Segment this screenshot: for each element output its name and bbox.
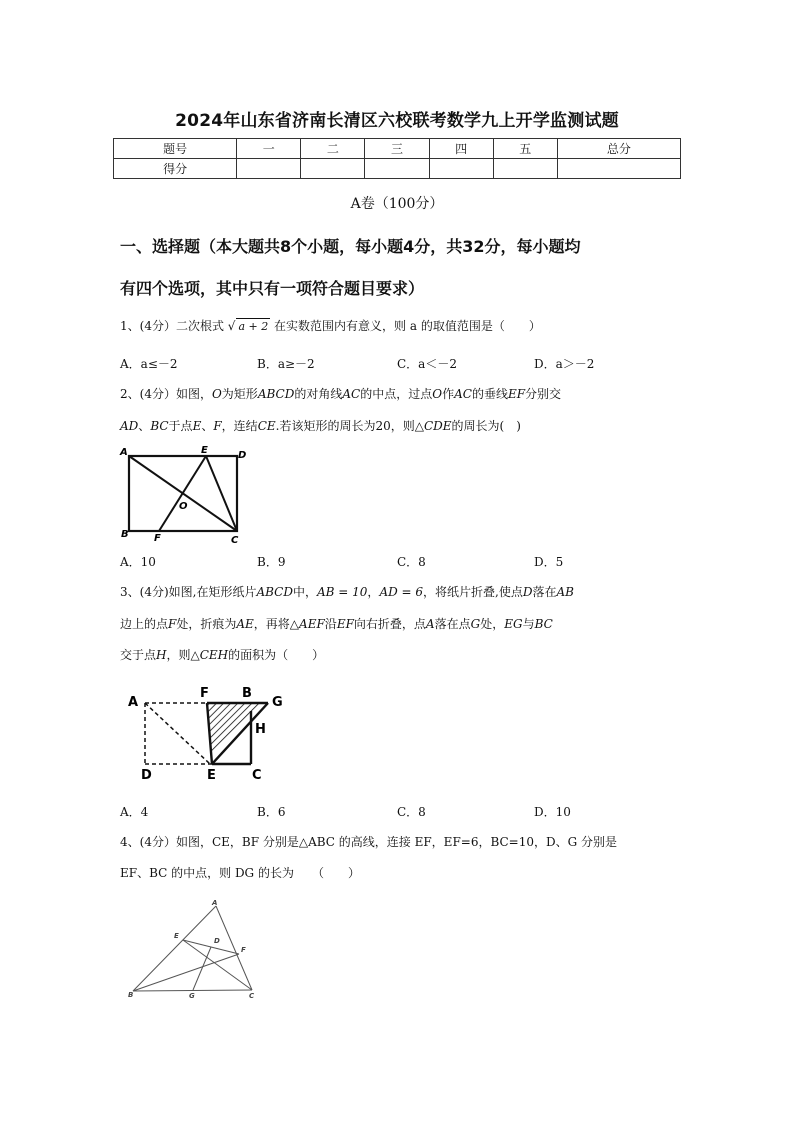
- question-3-line1: [120, 584, 680, 600]
- text: 落在点: [434, 617, 471, 631]
- label-a: A: [128, 695, 139, 710]
- math: ABCD: [256, 585, 293, 599]
- text: 向右折叠，点: [353, 617, 426, 631]
- math: AD = 6: [379, 585, 424, 599]
- label-e: E: [201, 445, 208, 456]
- math: AC: [454, 387, 472, 401]
- text: 的对角线: [294, 387, 343, 401]
- option-d[interactable]: D．10: [534, 805, 571, 819]
- math: EF: [507, 387, 526, 401]
- score-input-cell[interactable]: [237, 159, 301, 179]
- math: AE: [236, 617, 254, 631]
- math: G: [470, 617, 481, 631]
- text: ，则△: [166, 648, 200, 662]
- label-b: B: [128, 991, 134, 999]
- label-b: B: [121, 529, 129, 540]
- option-d[interactable]: D．a＞－2: [534, 357, 595, 371]
- option-a[interactable]: A．4: [120, 805, 149, 819]
- option-b[interactable]: B．a≥－2: [257, 357, 315, 371]
- math: AC: [342, 387, 361, 401]
- math: AEF: [299, 617, 325, 631]
- score-input-cell[interactable]: [301, 159, 365, 179]
- question-4-line2: EF、BC 的中点，则 DG 的长为 （ ）: [120, 866, 360, 880]
- math: A: [425, 617, 435, 631]
- label-e: E: [207, 768, 216, 783]
- score-table-cell: 总分: [557, 139, 680, 159]
- text: 落在: [532, 585, 557, 599]
- text: 边上的点: [120, 617, 169, 631]
- math: ABCD: [257, 387, 295, 401]
- math: BC: [150, 419, 169, 433]
- segment-ef: [159, 456, 206, 531]
- score-input-cell[interactable]: [429, 159, 493, 179]
- score-table-cell: 一: [237, 139, 301, 159]
- score-table-cell: 得分: [114, 159, 237, 179]
- question-1-text: 1、(4分）二次根式 √ a + 2 在实数范围内有意义，则 a 的取值范围是（ ）: [120, 319, 541, 333]
- text: 为矩形: [221, 387, 258, 401]
- text: 、: [138, 419, 151, 433]
- text: 处，: [480, 617, 505, 631]
- math: D: [522, 585, 533, 599]
- score-table-cell: 二: [301, 139, 365, 159]
- math: AB: [556, 585, 574, 599]
- math: F: [168, 617, 177, 631]
- question-2-line1: [120, 386, 680, 402]
- option-b[interactable]: B．6: [257, 805, 286, 819]
- math: AD: [120, 419, 139, 433]
- sqrt-radicand: a + 2: [238, 320, 269, 333]
- score-table: [113, 138, 681, 179]
- text: ，: [367, 585, 380, 599]
- dashed-ae-crease: [145, 703, 210, 764]
- question-2-line2: [120, 418, 680, 434]
- question-2-figure: [118, 444, 258, 549]
- math: O: [432, 387, 443, 401]
- math: BC: [534, 617, 553, 631]
- label-g: G: [272, 695, 283, 710]
- altitude-bf: [133, 954, 239, 991]
- score-table-cell: 三: [365, 139, 429, 159]
- label-a: A: [120, 447, 128, 458]
- math: H: [156, 648, 167, 662]
- score-table-cell: 五: [493, 139, 557, 159]
- question-4-line1: 4、(4分）如图，CE，BF 分别是△ABC 的高线，连接 EF，EF=6，BC=10，D、G 分别是: [120, 835, 618, 849]
- text: 作: [442, 387, 455, 401]
- math: CEH: [199, 648, 229, 662]
- label-d: D: [238, 450, 247, 461]
- question-3-line3: [120, 647, 680, 663]
- text: 的垂线: [471, 387, 508, 401]
- label-b: B: [242, 686, 252, 701]
- option-c[interactable]: C．8: [397, 555, 426, 569]
- math: E: [192, 419, 202, 433]
- option-a[interactable]: A．a≤－2: [120, 357, 178, 371]
- question-3-line2: [120, 616, 680, 632]
- section-a-heading: A卷（100分）: [350, 196, 444, 212]
- text: 沿: [324, 617, 337, 631]
- score-input-cell[interactable]: [493, 159, 557, 179]
- label-c: C: [249, 992, 255, 1000]
- label-o: O: [179, 501, 188, 512]
- side-bc: [133, 990, 252, 991]
- score-input-cell[interactable]: [557, 159, 680, 179]
- label-d: D: [141, 768, 152, 783]
- shaded-triangle: [207, 703, 262, 756]
- question-4-figure: [125, 898, 265, 1000]
- text: ，连结: [221, 419, 258, 433]
- section-one-heading-line2: 有四个选项，其中只有一项符合题目要求）: [120, 279, 425, 298]
- score-table-cell: 四: [429, 139, 493, 159]
- label-g: G: [189, 992, 195, 1000]
- text: 于点: [168, 419, 193, 433]
- score-table-cell: 题号: [114, 139, 237, 159]
- score-table-header-row: [114, 139, 681, 159]
- math: EF: [336, 617, 354, 631]
- score-input-cell[interactable]: [365, 159, 429, 179]
- score-table-score-row: [114, 159, 681, 179]
- section-one-heading-line1: 一、选择题（本大题共8个小题，每小题4分，共32分，每小题均: [120, 237, 581, 256]
- text: ，再将△: [253, 617, 300, 631]
- text: 与: [522, 617, 535, 631]
- label-f: F: [200, 686, 209, 701]
- option-c[interactable]: C．8: [397, 805, 426, 819]
- text: 交于点: [120, 648, 157, 662]
- label-h: H: [255, 722, 266, 737]
- question-3-figure: [122, 684, 297, 784]
- math: F: [213, 419, 222, 433]
- option-c[interactable]: C．a＜－2: [397, 357, 457, 371]
- text: 的中点，过点: [360, 387, 433, 401]
- text: 分别交: [525, 387, 562, 401]
- option-a[interactable]: A．10: [120, 555, 156, 569]
- question-1-prefix: 1、(4分）二次根式: [120, 319, 224, 333]
- math: AB = 10: [316, 585, 368, 599]
- question-1-suffix: 在实数范围内有意义，则 a 的取值范围是（ ）: [274, 319, 541, 333]
- label-d: D: [214, 937, 220, 945]
- label-f: F: [154, 533, 161, 544]
- text: 2、(4分）如图，: [120, 387, 212, 401]
- text: 中，: [292, 585, 317, 599]
- math: CDE: [423, 419, 452, 433]
- text: 处，折痕为: [176, 617, 237, 631]
- text: 的周长为( ): [451, 419, 521, 433]
- label-a: A: [212, 899, 218, 907]
- text: .若该矩形的周长为20，则△: [275, 419, 424, 433]
- option-d[interactable]: D．5: [534, 555, 564, 569]
- option-b[interactable]: B．9: [257, 555, 286, 569]
- text: 3、(4分)如图,在矩形纸片: [120, 585, 257, 599]
- math: O: [211, 387, 222, 401]
- math: EG: [504, 617, 523, 631]
- page-title: 2024年山东省济南长清区六校联考数学九上开学监测试题: [175, 111, 619, 131]
- text: 的面积为（ ）: [228, 648, 325, 662]
- text: ，将纸片折叠,使点: [423, 585, 523, 599]
- math: CE: [257, 419, 276, 433]
- label-f: F: [241, 946, 246, 954]
- label-c: C: [252, 768, 262, 783]
- label-e: E: [174, 932, 179, 940]
- label-c: C: [231, 535, 239, 546]
- text: 、: [201, 419, 214, 433]
- side-ab: [133, 906, 216, 991]
